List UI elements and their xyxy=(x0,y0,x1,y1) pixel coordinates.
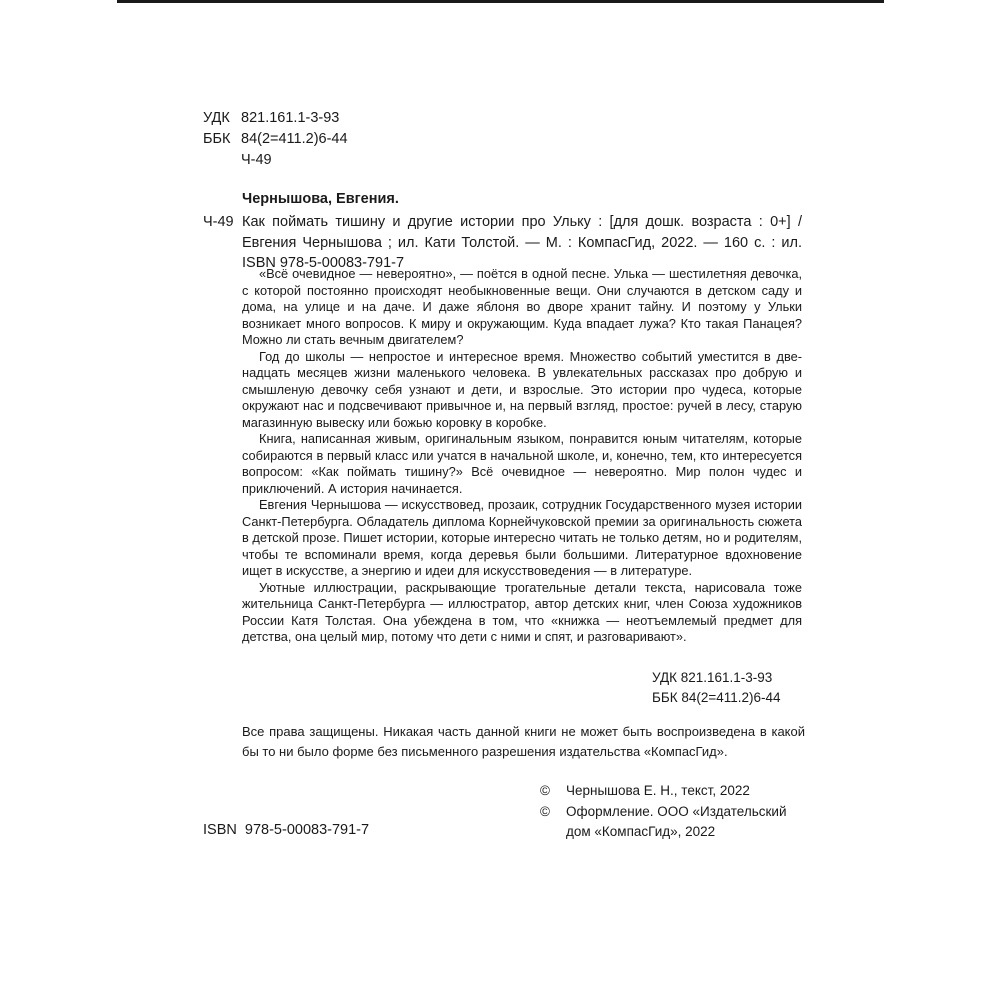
catalog-entry xyxy=(203,212,802,274)
isbn: ISBN 978-5-00083-791-7 xyxy=(203,822,370,838)
bbk-row xyxy=(203,129,348,150)
udk-right-line: УДК 821.161.1-3-93 xyxy=(652,670,773,685)
copyright-icon: © xyxy=(540,783,550,798)
top-rule xyxy=(117,0,884,3)
bbk-value: 84(2=411.2)6-44 xyxy=(241,131,348,147)
udk-label: УДК xyxy=(203,110,230,126)
classification-block xyxy=(203,108,348,171)
copyright-text: Чернышова Е. Н., текст, 2022 xyxy=(566,783,750,798)
annotation xyxy=(242,266,802,646)
copyright-text: дом «КомпасГид», 2022 xyxy=(566,824,716,839)
classification-right xyxy=(652,668,781,708)
catalog-code: Ч-49 xyxy=(203,214,234,230)
annotation-paragraph: Уютные иллюстрации, раскрывающие трогательные детали текста, нарисовала тоже жительница Санкт-Петербурга — иллюстратор, автор детских книг, член Союза художников России Катя Толстая. Она убеждена в том, что «книжка — неотъемлемый предмет для детства, она целый мир, потому что дети с ними и спят, и разговаривают». xyxy=(242,579,802,644)
annotation-paragraph: Книга, написанная живым, оригинальным языком, понравится юным читателям, которые собираются в первый класс или учатся в начальной школе, и, конечно, тем, кто интересуется вопросом: «Как поймать тишину?» Всё очевидное — невероятно. Мир полон чудес и приключений. А история начинается. xyxy=(242,431,802,496)
catalog-author: Чернышова, Евгения. xyxy=(242,191,399,207)
catalog-isbn-line: ISBN 978-5-00083-791-7 xyxy=(242,255,405,271)
copyright-row xyxy=(540,781,786,802)
copyright-text: Оформление. ООО «Издательский xyxy=(566,803,787,819)
udk-value: 821.161.1-3-93 xyxy=(241,110,340,126)
bbk-right-line: ББК 84(2=411.2)6-44 xyxy=(652,690,781,705)
copyright-block xyxy=(540,781,786,843)
copyright-icon: © xyxy=(540,803,550,819)
annotation-paragraph: Евгения Чернышова — искусствовед, прозаик, сотрудник Государственного музея истории Санкт-Петербурга. Обладатель диплома Корнейчуковской премии за оригинальность сюжета в детской прозе. Пишет истории, которые интересно читать не только детям, но и родителям, чтобы те вспоминали время, когда деревья были большими. Литературное вдохновение ищет в искусстве, а энергию и идеи для искусствоведения — в литературе. xyxy=(242,497,802,578)
annotation-paragraph: «Всё очевидное — невероятно», — поётся в одной песне. Улька — шестилетняя девочка, с которой постоянно происходят необыкновенные вещи. Они случаются в детском саду и дома, на улице и на даче. И даже яблоня во дворе хранит тайну. И поэтому у Ульки возникает много вопросов. К миру и окружающим. Куда впадает лужа? Кто такая Панацея? Можно ли стать вечным двигателем? xyxy=(242,266,802,347)
author-code: Ч-49 xyxy=(241,152,272,168)
rights-notice: Все права защищены. Никакая часть данной книги не может быть воспроизведена в какой бы то ни было форме без письменного разрешения издательства «КомпасГид». xyxy=(242,724,805,759)
copyright-row xyxy=(540,802,786,823)
udk-row xyxy=(203,108,348,129)
catalog-line: Как поймать тишину и другие истории про Ульку : [для дошк. возраста : 0+] / xyxy=(242,214,802,230)
bbk-label: ББК xyxy=(203,131,231,147)
catalog-line: Евгения Чернышова ; ил. Кати Толстой. — М. : КомпасГид, 2022. — 160 с. : ил. xyxy=(242,234,802,251)
annotation-paragraph: Год до школы — непростое и интересное время. Множество событий уместится в двенадцать месяцев жизни маленького человека. В увлекательных рассказах про добрую и смышленую девочку себя узнают и дети, и взрослые. Это истории про чудеса, которые окружают нас и подсвечивают привычное и, на первый взгляд, простое: ручей в лесу, старую магазинную вывеску или божью коровку в коробке. xyxy=(242,348,802,430)
